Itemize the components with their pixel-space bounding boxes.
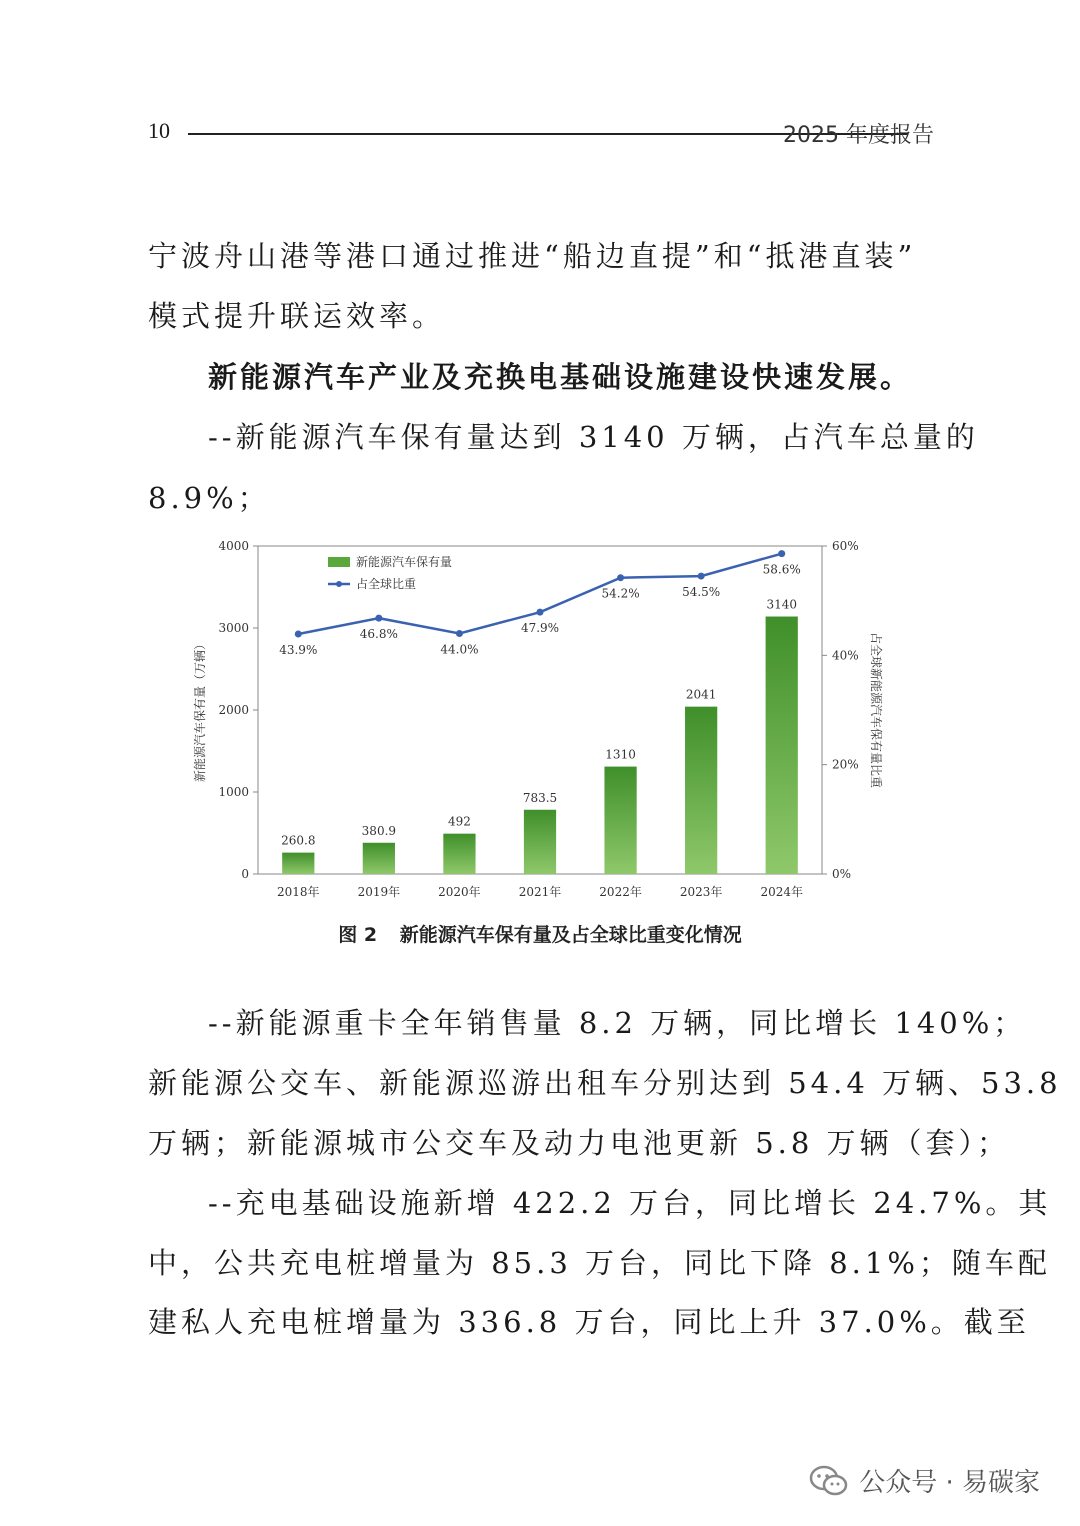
bar-value-label: 783.5 [522,790,558,805]
paragraph-line: 模式提升联运效率。 [148,299,446,333]
share-point [456,630,463,637]
x-tick-label: 2023年 [679,885,723,899]
share-value-label: 47.9% [520,621,560,636]
share-value-label: 58.6% [762,562,801,577]
figure-title: 新能源汽车保有量及占全球比重变化情况 [399,924,742,946]
paragraph-line: 宁波舟山港等港口通过推进“船边直提”和“抵港直装” [148,239,917,273]
y2-tick-label: 40% [832,648,859,663]
paragraph-line: 8.9%； [148,481,271,515]
share-value-label: 46.8% [359,627,398,642]
x-tick-label: 2022年 [599,885,642,899]
section-heading: 新能源汽车产业及充换电基础设施建设快速发展。 [208,360,913,394]
x-tick-label: 2018年 [277,885,320,899]
paragraph-line: 万辆；新能源城市公交车及动力电池更新 5.8 万辆（套）； [148,1126,1011,1160]
x-tick-label: 2021年 [518,885,562,899]
wechat-icon [809,1465,849,1497]
bar [363,843,395,874]
legend-line-label: 占全球比重 [356,577,417,591]
bar-value-label: 492 [447,814,471,829]
share-point [617,574,624,581]
y2-tick-label: 60% [832,539,859,553]
paragraph-line: 建私人充电桩增量为 336.8 万台，同比上升 37.0%。截至 [148,1305,1030,1339]
bar [604,767,636,874]
y-tick-label: 3000 [218,621,249,635]
paragraph-line: --新能源汽车保有量达到 3140 万辆，占汽车总量的 [208,420,979,454]
bar-value-label: 380.9 [361,823,397,838]
y2-tick-label: 0% [832,867,852,881]
y-axis-title: 新能源汽车保有量（万辆） [193,637,207,783]
bar [282,853,314,874]
paragraph-line: 新能源公交车、新能源巡游出租车分别达到 54.4 万辆、53.8 [148,1066,1062,1100]
y-tick-label: 1000 [218,785,249,799]
share-point [295,631,302,638]
x-tick-label: 2024年 [760,885,803,899]
bar-value-label: 2041 [685,687,717,702]
legend-line-marker [336,581,342,587]
share-point [537,609,544,616]
y2-axis-title: 占全球新能源汽车保有量比重 [869,631,883,789]
bar [685,707,717,874]
page-header [148,118,934,150]
paragraph-line: 中，公共充电桩增量为 85.3 万台，同比下降 8.1%；随车配 [148,1246,1051,1280]
bar [524,810,556,874]
figure-number: 图 2 [338,924,378,946]
bar-value-label: 3140 [766,597,797,612]
paragraph-line: --新能源重卡全年销售量 8.2 万辆，同比增长 140%； [208,1006,1027,1040]
bar [443,834,475,874]
share-point [375,615,382,622]
nev-chart [180,530,900,910]
y-tick-label: 2000 [218,703,249,717]
share-value-label: 54.5% [682,585,721,600]
y-tick-label: 4000 [218,539,249,553]
watermark [809,1462,1040,1499]
share-value-label: 54.2% [601,586,640,601]
bar-value-label: 260.8 [281,833,316,848]
share-value-label: 44.0% [440,642,479,657]
legend-bar-swatch [328,557,350,567]
figure-caption [0,920,1080,947]
bar [766,617,798,874]
y-tick-label: 0 [241,867,249,881]
watermark-text: 公众号 · 易碳家 [859,1468,1040,1498]
legend-bar-label: 新能源汽车保有量 [356,555,453,569]
share-point [698,573,705,580]
paragraph-line: --充电基础设施新增 422.2 万台，同比增长 24.7%。其 [208,1186,1052,1220]
share-point [778,550,785,557]
share-value-label: 43.9% [279,643,318,658]
y2-tick-label: 20% [832,757,859,772]
bar-value-label: 1310 [605,747,636,762]
x-tick-label: 2020年 [438,885,481,899]
x-tick-label: 2019年 [357,885,401,899]
page-number: 10 [148,118,170,143]
report-title: 2025 年度报告 [783,123,934,148]
